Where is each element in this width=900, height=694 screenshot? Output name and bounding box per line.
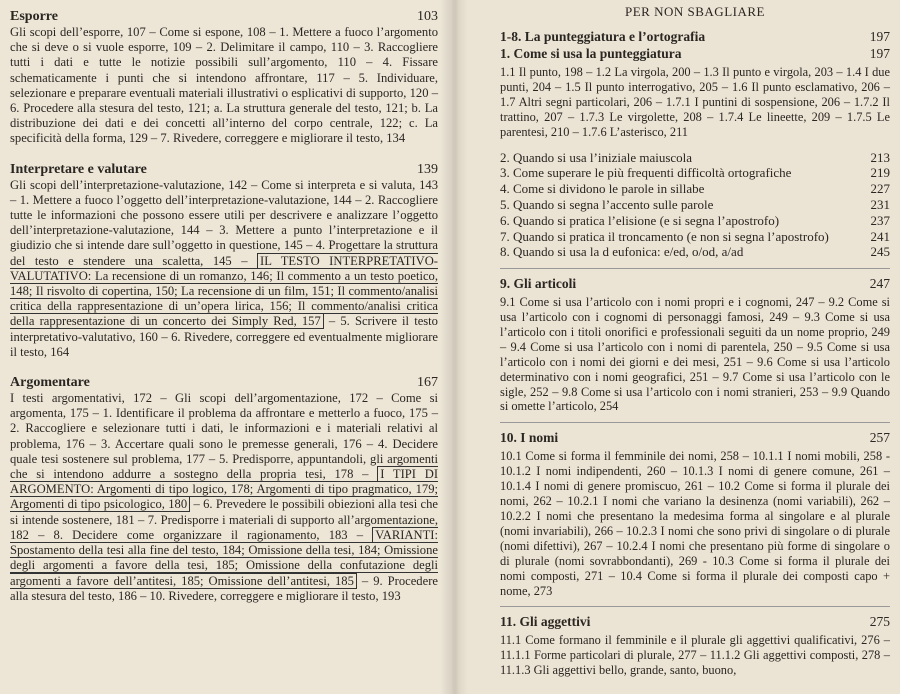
section-divider bbox=[500, 422, 890, 423]
list-item-label: 3. Come superare le più frequenti difficoltà ortografiche bbox=[500, 165, 792, 181]
sub-body: 1.1 Il punto, 198 – 1.2 La virgola, 200 – 1.3 Il punto e virgola, 203 – 1.4 I due punti, 204 – 1.5 Il punto interrogativo, 205 – 1.6 Il punto esclamativo, 206 – 1.7 Altri segni particolari, 206 – 1.7.1 I puntini di sospensione, 206 – 1.7.2 Il trattino, 207 – 1.7.3 Le virgolette, 208 – 1.7.4 Le lineette, 209 – 1.7.5 Le parentesi, 210 – 1.7.6 L’asterisco, 211 bbox=[500, 65, 890, 139]
list-item-page: 241 bbox=[870, 228, 890, 244]
section-heading bbox=[500, 429, 890, 446]
sub-page: 197 bbox=[869, 46, 890, 61]
list-item bbox=[500, 229, 890, 245]
list-item bbox=[500, 150, 890, 166]
section-title: 9. Gli articoli bbox=[500, 276, 577, 292]
section-title: 11. Gli aggettivi bbox=[500, 614, 591, 630]
section-page: 139 bbox=[417, 161, 438, 177]
left-section bbox=[10, 161, 438, 360]
list-item-page: 219 bbox=[870, 165, 890, 181]
section-page: 257 bbox=[869, 430, 890, 446]
list-item-label: 8. Quando si usa la d eufonica: e/ed, o/od, a/ad bbox=[500, 244, 744, 260]
section-title: 10. I nomi bbox=[500, 430, 559, 446]
section-heading bbox=[10, 8, 438, 25]
list-item-page: 237 bbox=[870, 212, 890, 228]
list-item-label: 5. Quando si segna l’accento sulle parole bbox=[500, 196, 714, 212]
section-divider bbox=[500, 606, 890, 607]
right-sections bbox=[500, 268, 890, 678]
body-text: Gli scopi dell’interpretazione-valutazione, 142 – Come si interpreta e si valuta, 143 – 1. Mettere a fuoco l’oggetto dell’interpretazione-valutazione, 144 – 2. Raccogliere tutte le informazioni che possono essere utili per descrivere e analizzare l’oggetto dell’interpretazione-valutazione, 144 – 3. Mettere a punto l’interpretazione e il giudizio che si intende dare sull’oggetto in questione, 145 – 4. Progettare la struttura del testo e stendere una scaletta, 145 – bbox=[10, 177, 438, 268]
list-item-label: 2. Quando si usa l’iniziale maiuscola bbox=[500, 149, 693, 165]
left-sections bbox=[10, 8, 438, 604]
list-item bbox=[500, 197, 890, 213]
boxed-insert: VARIANTI: Spostamento della tesi alla fine del testo, 184; Omissione della tesi, 184; Omissione degli argomenti a favore della tesi, 185; Omissione della confutazione degli argomenti a favore dell’antitesi, 185; Omissione dell’antitesi, 185 bbox=[10, 527, 438, 588]
left-section bbox=[10, 374, 438, 604]
section-body bbox=[10, 178, 438, 360]
sub-title: 1. Come si usa la punteggiatura bbox=[500, 46, 682, 61]
chapter-heading bbox=[500, 28, 890, 45]
list-item-page: 231 bbox=[870, 196, 890, 212]
boxed-insert: IL TESTO INTERPRETATIVO-VALUTATIVO: La recensione di un romanzo, 146; Il commento a un testo poetico, 148; Il risvolto di copertina, 150; La recensione di un film, 151; Il commento/analisi critica della rappresentazione di un’opera lirica, 156; Il commento/analisi critica della rappresentazione di un concerto dei Simply Red, 157 bbox=[10, 253, 439, 329]
section-heading bbox=[10, 374, 438, 391]
left-section bbox=[10, 8, 438, 147]
list-item-label: 6. Quando si pratica l’elisione (e si segna l’apostrofo) bbox=[500, 212, 780, 228]
section-body: 11.1 Come formano il femminile e il plurale gli aggettivi qualificativi, 276 – 11.1.1 Forme particolari di plurale, 277 – 11.1.2 Gli aggettivi composti, 278 – 11.1.3 Gli aggettivi bello, grande, santo, buono, bbox=[500, 633, 890, 678]
section-page: 275 bbox=[869, 614, 890, 630]
section-body: 10.1 Come si forma il femminile dei nomi, 258 – 10.1.1 I nomi mobili, 258 - 10.1.2 I nomi indipendenti, 260 – 10.1.3 I nomi di genere comune, 261 – 10.1.4 I nomi di genere promiscuo, 261 – 10.2 Come si forma il plurale dei nomi, 262 – 10.2.1 I nomi che variano la desinenza (nomi variabili), 262 – 10.2.2 I nomi che presentano la medesima forma al singolare e al plurale (nomi invariabili), 266 – 10.2.3 I nomi che sono privi di singolare o di plurale (nomi difettivi), 267 – 10.2.4 I nomi che presentano più forme di singolare o di plurale (nomi sovrabbondanti), 269 - 10.3 Come si forma il plurale dei nomi composti, 271 – 10.4 Come si forma il plurale dei composti capo + nome, 273 bbox=[500, 449, 890, 598]
chapter-title: 1-8. La punteggiatura e l’ortografia bbox=[500, 29, 706, 44]
body-text: – 6. Prevedere le possibili obiezioni alla tesi che si intende sostenere, 181 – 7. Predisporre i materiali di supporto all’argomentazione, 182 – 8. Decidere come organizzare il ragionamento, 183 – bbox=[10, 497, 438, 542]
body-text: I testi argomentativi, 172 – Gli scopi dell’argomentazione, 172 – Come si argomenta, 175 – 1. Identificare il problema da affrontare e metterlo a fuoco, 175 – 2. Raccogliere e selezionare tutti i dati, le informazioni e i materiali relativi al problema, 176 – 3. Accertare quali sono le premesse generali, 176 – 4. Decidere quale tesi sostenere sul problema, 177 – 5. Predisporre, appuntandoli, gli argomenti che si intendono addurre a sostegno della propria tesi, 178 – bbox=[10, 391, 438, 482]
running-head: PER NON SBAGLIARE bbox=[625, 4, 765, 19]
list-item-label: 7. Quando si pratica il troncamento (e non si segna l’apostrofo) bbox=[500, 228, 829, 244]
body-text: – 9. Procedere alla stesura del testo, 186 – 10. Rivedere, correggere e migliorare il testo, 193 bbox=[10, 573, 438, 603]
section-divider bbox=[500, 268, 890, 269]
boxed-insert: I TIPI DI ARGOMENTO: Argomenti di tipo logico, 178; Argomenti di tipo pragmatico, 179; Argomenti di tipo psicologico, 180 bbox=[10, 467, 439, 512]
section-page: 103 bbox=[417, 9, 438, 24]
section-heading bbox=[10, 161, 438, 178]
right-page bbox=[452, 0, 900, 694]
section-page: 167 bbox=[417, 375, 438, 391]
section-body bbox=[10, 391, 438, 604]
list-item-page: 213 bbox=[870, 149, 890, 165]
body-text: – 5. Scrivere il testo interpretativo-valutativo, 160 – 6. Rivedere, correggere ed eventualmente migliorare il testo, 164 bbox=[10, 314, 438, 359]
section-title: Esporre bbox=[10, 9, 58, 24]
section-title: Argomentare bbox=[10, 375, 90, 391]
list-item bbox=[500, 165, 890, 181]
section-body: 9.1 Come si usa l’articolo con i nomi propri e i cognomi, 247 – 9.2 Come si usa l’articolo con i cognomi di personaggi famosi, 249 – 9.3 Come si usa l’articolo con i titoli onorifici e professionali seguiti da un nome proprio, 249 – 9.4 Come si usa l’articolo con i nomi di parentela, 250 – 9.5 Come si usa l’articolo con i nomi dei giorni e dei mesi, 251 – 9.6 Come si usa l’articolo determinativo con i nomi geografici, 251 – 9.7 Come si usa l’articolo con le sigle, 252 – 9.8 Come si usa l’articolo con i nomi stranieri, 253 – 9.9 Quando si omette l’articolo, 254 bbox=[500, 295, 890, 414]
chapter-page: 197 bbox=[869, 29, 890, 44]
sub-heading bbox=[500, 45, 890, 62]
body-text: Gli scopi dell’esporre, 107 – Come si espone, 108 – 1. Mettere a fuoco l’argomento che si deve o si vuole esporre, 109 – 2. Delimitare il campo, 110 – 3. Raccogliere tutti i dati e tutte le notizie possibili sull’argomento, 110 – 4. Fissare schematicamente i punti che si intendono affrontare, 117 – 5. Individuare, selezionare e preparare eventuali materiali illustrativi o esplicativi di supporto, 120 – 6. Procedere alla stesura del testo, 121; a. La struttura generale del testo, 121; b. La distribuzione dei dati e dei concetti all’interno del corpo centrale, 122; c. La specificità della forma, 129 – 7. Rivedere, correggere e migliorare il testo, 134 bbox=[10, 25, 438, 146]
section-heading bbox=[500, 275, 890, 292]
topic-list bbox=[500, 150, 890, 261]
book-gutter bbox=[440, 0, 468, 694]
list-item bbox=[500, 181, 890, 197]
list-item bbox=[500, 244, 890, 260]
section-heading bbox=[500, 613, 890, 630]
list-item-label: 4. Come si dividono le parole in sillabe bbox=[500, 181, 705, 197]
list-item bbox=[500, 213, 890, 229]
section-body bbox=[10, 25, 438, 147]
section-page: 247 bbox=[869, 276, 890, 292]
list-item-page: 245 bbox=[870, 244, 890, 260]
section-title: Interpretare e valutare bbox=[10, 161, 147, 177]
list-item-page: 227 bbox=[870, 181, 890, 197]
